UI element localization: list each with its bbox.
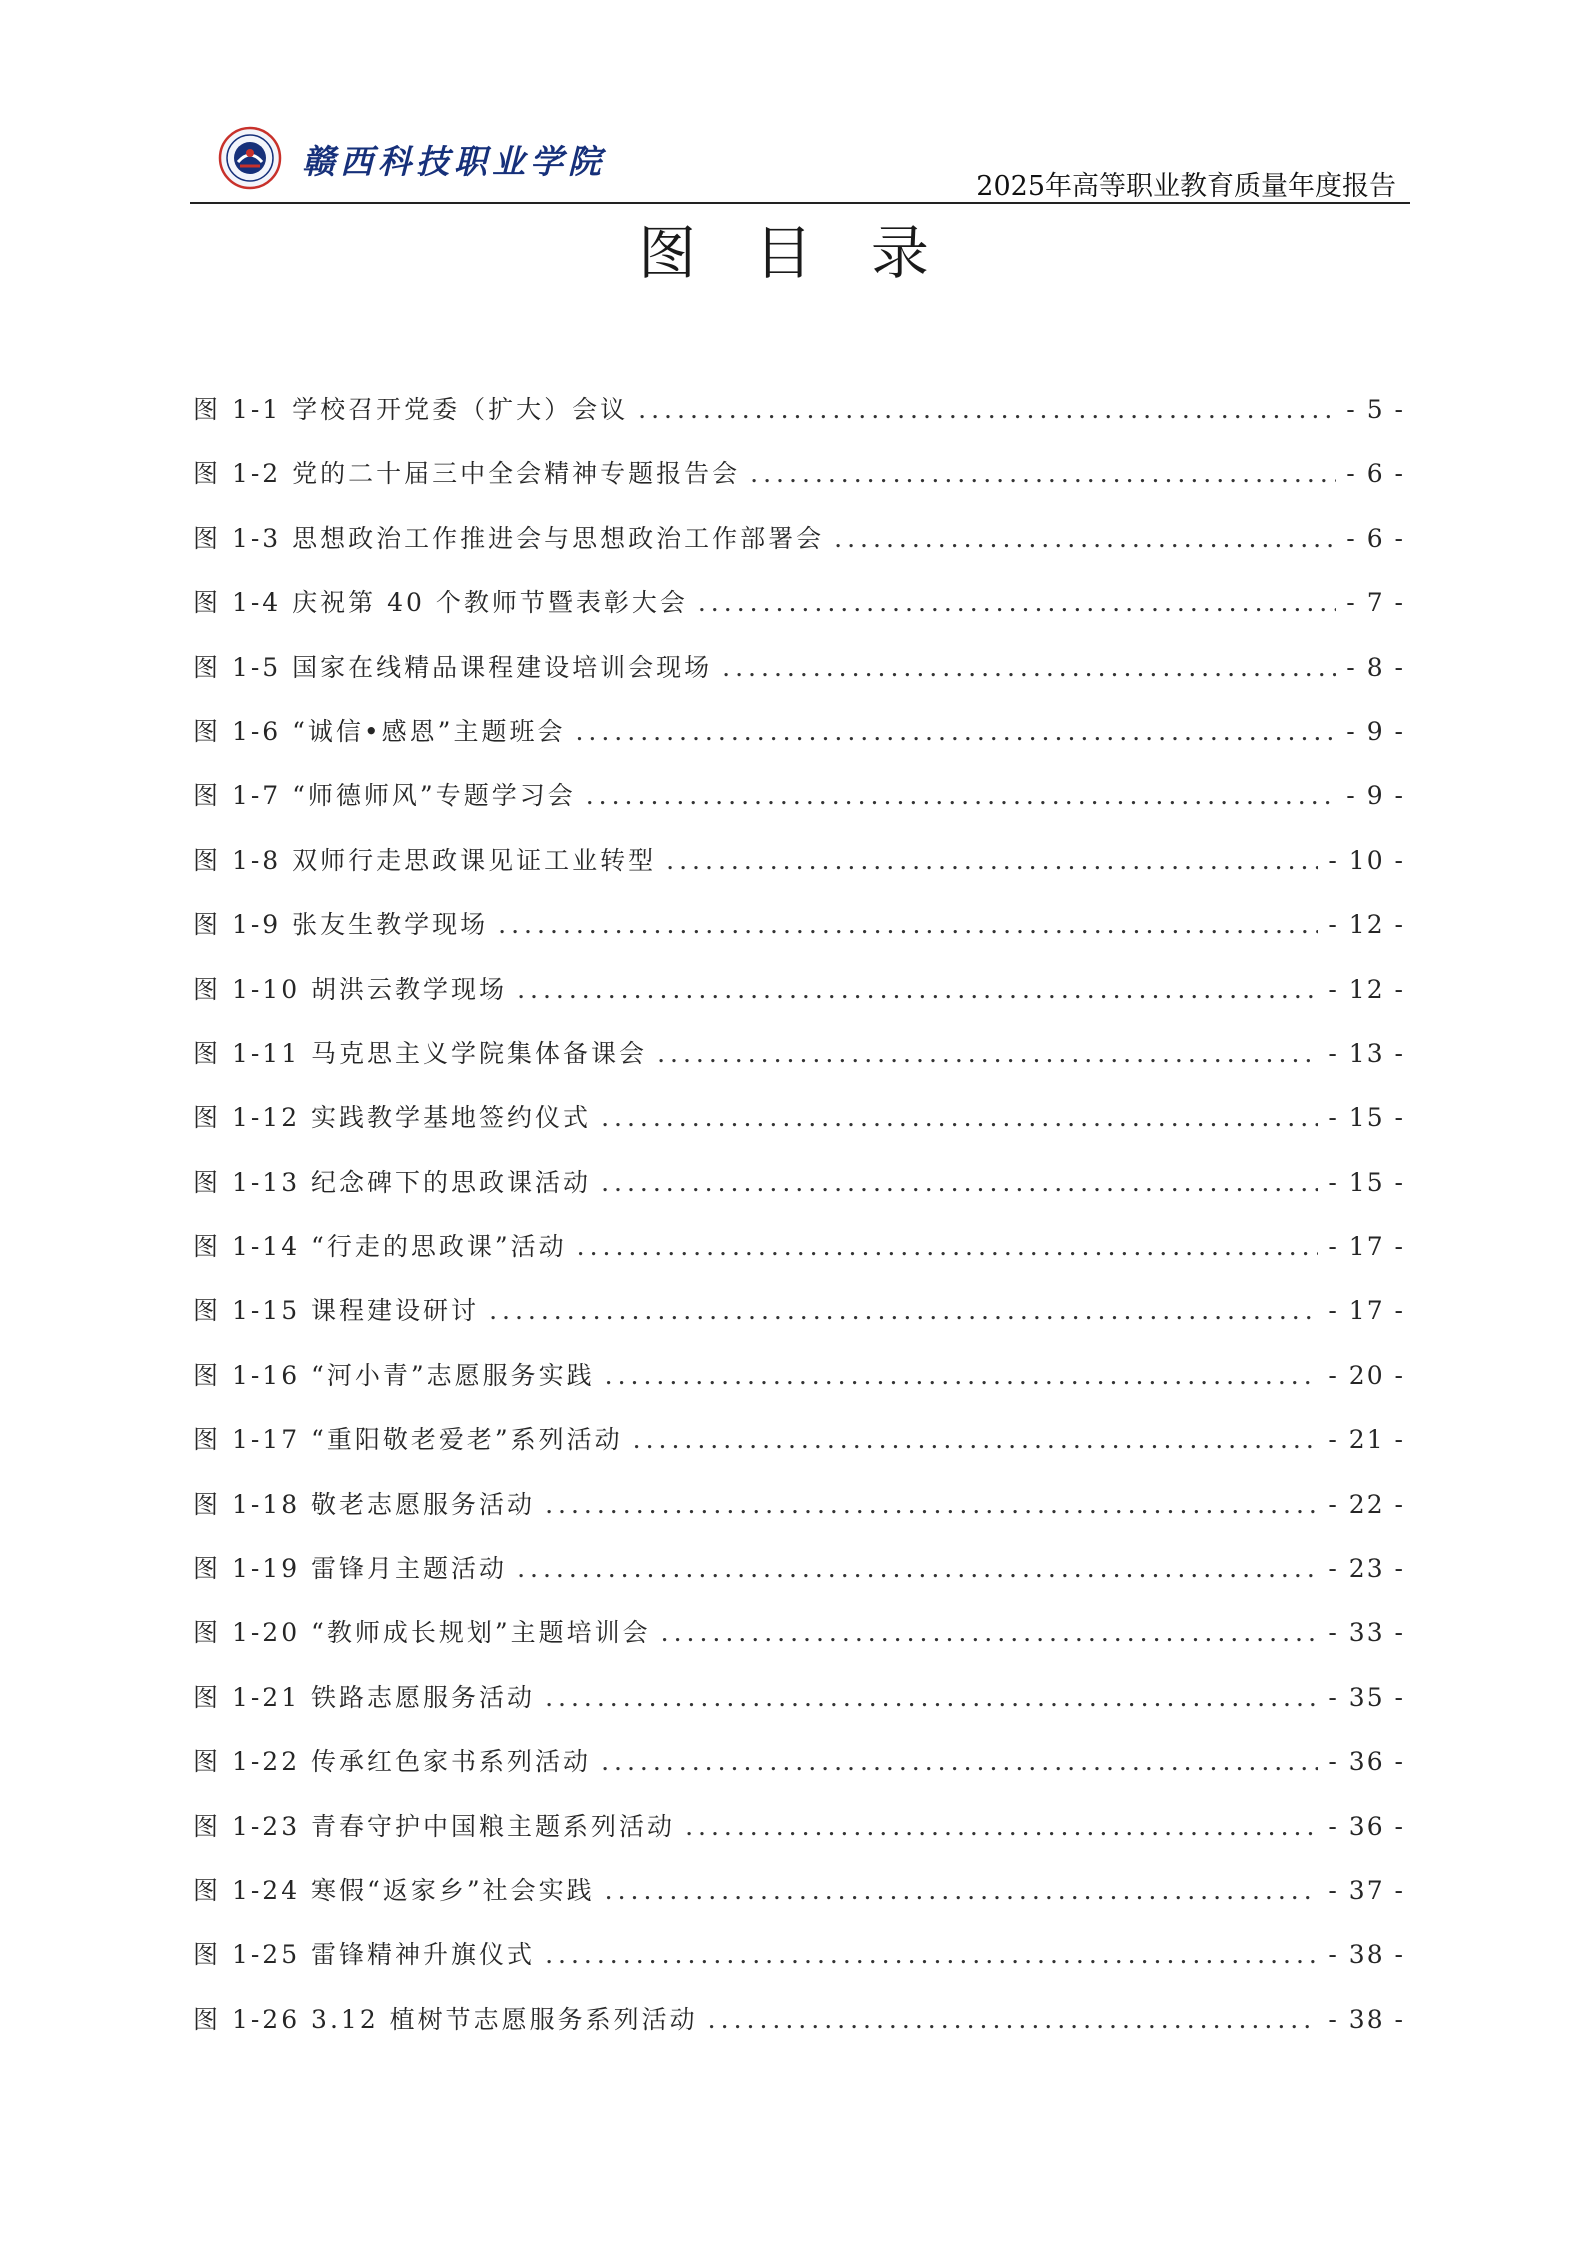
toc-entry-page-number: - 13 -	[1328, 1038, 1405, 1068]
toc-entry[interactable]	[193, 1678, 1405, 1742]
toc-entry-title: 图 1-10 胡洪云教学现场	[193, 974, 508, 1004]
toc-entry[interactable]	[193, 712, 1405, 776]
toc-entry-title: 图 1-7 “师德师风”专题学习会	[193, 781, 576, 811]
toc-entry-title: 图 1-4 庆祝第 40 个教师节暨表彰大会	[193, 588, 688, 618]
toc-entry-title: 图 1-12 实践教学基地签约仪式	[193, 1103, 592, 1133]
toc-entry[interactable]	[193, 1034, 1405, 1098]
toc-entry-title: 图 1-26 3.12 植树节志愿服务系列活动	[193, 2004, 698, 2034]
dot-leader	[517, 975, 1318, 1004]
toc-entry-page-number: - 38 -	[1328, 1940, 1405, 1970]
toc-entry-page-number: - 8 -	[1346, 652, 1405, 682]
dot-leader	[708, 2005, 1319, 2034]
toc-entry[interactable]	[193, 1807, 1405, 1871]
toc-entry[interactable]	[193, 1163, 1405, 1227]
dot-leader	[666, 846, 1318, 875]
toc-entry-title: 图 1-1 学校召开党委（扩大）会议	[193, 395, 629, 424]
toc-entry-title: 图 1-14 “行走的思政课”活动	[193, 1232, 567, 1262]
toc-entry-page-number: - 15 -	[1328, 1167, 1405, 1197]
toc-entry[interactable]	[193, 1613, 1405, 1677]
toc-entry[interactable]	[193, 583, 1405, 647]
toc-entry-title: 图 1-19 雷锋月主题活动	[193, 1554, 508, 1584]
toc-entry-title: 图 1-20 “教师成长规划”主题培训会	[193, 1618, 651, 1648]
toc-entry-page-number: - 36 -	[1328, 1811, 1405, 1841]
toc-entry-page-number: - 6 -	[1346, 459, 1405, 489]
dot-leader	[577, 1232, 1319, 1261]
toc-entry[interactable]	[193, 648, 1405, 712]
toc-entry-page-number: - 12 -	[1328, 974, 1405, 1004]
toc-entry[interactable]	[193, 1549, 1405, 1613]
toc-entry[interactable]	[193, 519, 1405, 583]
dot-leader	[722, 653, 1336, 682]
toc-entry[interactable]	[193, 1871, 1405, 1935]
toc-entry[interactable]	[193, 1098, 1405, 1162]
dot-leader	[545, 1490, 1318, 1519]
toc-entry-page-number: - 21 -	[1328, 1425, 1405, 1455]
toc-entry-page-number: - 9 -	[1346, 716, 1405, 746]
toc-entry-title: 图 1-13 纪念碑下的思政课活动	[193, 1167, 592, 1197]
dot-leader	[638, 395, 1336, 424]
toc-entry-page-number: - 17 -	[1328, 1232, 1405, 1262]
toc-entry-page-number: - 36 -	[1328, 1747, 1405, 1777]
toc-entry[interactable]	[193, 970, 1405, 1034]
dot-leader	[517, 1554, 1318, 1583]
dot-leader	[545, 1940, 1318, 1969]
toc-entry[interactable]	[193, 1485, 1405, 1549]
toc-entry-page-number: - 5 -	[1346, 395, 1405, 424]
toc-entry-title: 图 1-15 课程建设研讨	[193, 1296, 480, 1326]
toc-entry-page-number: - 20 -	[1328, 1360, 1405, 1390]
toc-entry[interactable]	[193, 2000, 1405, 2064]
school-name-logo: 赣西科技职业学院	[302, 142, 606, 181]
toc-entry[interactable]	[193, 1227, 1405, 1291]
dot-leader	[698, 588, 1336, 617]
toc-entry-title: 图 1-16 “河小青”志愿服务实践	[193, 1360, 595, 1390]
toc-entry-page-number: - 6 -	[1346, 523, 1405, 553]
toc-entry-title: 图 1-6 “诚信•感恩”主题班会	[193, 716, 566, 746]
dot-leader	[633, 1425, 1319, 1454]
toc-entry-title: 图 1-8 双师行走思政课见证工业转型	[193, 845, 657, 875]
page-title: 图 目 录	[638, 219, 949, 287]
toc-entry-page-number: - 12 -	[1328, 910, 1405, 940]
toc-entry-page-number: - 17 -	[1328, 1296, 1405, 1326]
toc-entry-page-number: - 33 -	[1328, 1618, 1405, 1648]
toc-entry-title: 图 1-9 张友生教学现场	[193, 910, 489, 940]
toc-entry-page-number: - 23 -	[1328, 1554, 1405, 1584]
toc-entry[interactable]	[193, 1420, 1405, 1484]
toc-entry[interactable]	[193, 905, 1405, 969]
toc-entry-page-number: - 15 -	[1328, 1103, 1405, 1133]
toc-entry-page-number: - 37 -	[1328, 1875, 1405, 1905]
toc-entry-title: 图 1-17 “重阳敬老爱老”系列活动	[193, 1425, 623, 1455]
dot-leader	[605, 1876, 1319, 1905]
toc-entry-page-number: - 38 -	[1328, 2004, 1405, 2034]
toc-entry[interactable]	[193, 1291, 1405, 1355]
toc-entry[interactable]	[193, 776, 1405, 840]
toc-entry-page-number: - 9 -	[1346, 781, 1405, 811]
figure-list	[193, 390, 1405, 2064]
toc-entry-title: 图 1-22 传承红色家书系列活动	[193, 1747, 592, 1777]
dot-leader	[545, 1683, 1318, 1712]
dot-leader	[685, 1812, 1318, 1841]
dot-leader	[657, 1039, 1318, 1068]
toc-entry-title: 图 1-21 铁路志愿服务活动	[193, 1682, 536, 1712]
toc-entry-title: 图 1-3 思想政治工作推进会与思想政治工作部署会	[193, 523, 825, 553]
dot-leader	[489, 1296, 1318, 1325]
toc-entry-page-number: - 10 -	[1328, 845, 1405, 875]
toc-entry-page-number: - 7 -	[1346, 588, 1405, 618]
toc-entry[interactable]	[193, 1356, 1405, 1420]
school-seal-logo	[218, 126, 282, 190]
dot-leader	[498, 910, 1318, 939]
dot-leader	[586, 781, 1337, 810]
toc-entry-title: 图 1-18 敬老志愿服务活动	[193, 1489, 536, 1519]
toc-entry-title: 图 1-25 雷锋精神升旗仪式	[193, 1940, 536, 1970]
dot-leader	[834, 524, 1336, 553]
toc-entry[interactable]	[193, 390, 1405, 454]
toc-entry-title: 图 1-24 寒假“返家乡”社会实践	[193, 1875, 595, 1905]
toc-entry-page-number: - 22 -	[1328, 1489, 1405, 1519]
toc-entry-page-number: - 35 -	[1328, 1682, 1405, 1712]
dot-leader	[601, 1103, 1318, 1132]
dot-leader	[601, 1168, 1318, 1197]
toc-entry[interactable]	[193, 841, 1405, 905]
dot-leader	[750, 459, 1336, 488]
toc-entry[interactable]	[193, 1742, 1405, 1806]
toc-entry-title: 图 1-11 马克思主义学院集体备课会	[193, 1038, 648, 1068]
toc-entry-title: 图 1-23 青春守护中国粮主题系列活动	[193, 1811, 676, 1841]
page-header	[190, 118, 1410, 202]
toc-entry[interactable]	[193, 1935, 1405, 1999]
toc-entry[interactable]	[193, 454, 1405, 518]
dot-leader	[601, 1747, 1318, 1776]
report-title: 2025年高等职业教育质量年度报告	[976, 171, 1396, 202]
dot-leader	[605, 1361, 1319, 1390]
dot-leader	[575, 717, 1336, 746]
toc-entry-title: 图 1-2 党的二十届三中全会精神专题报告会	[193, 459, 741, 489]
header-divider	[190, 202, 1410, 204]
toc-entry-title: 图 1-5 国家在线精品课程建设培训会现场	[193, 652, 713, 682]
dot-leader	[661, 1618, 1319, 1647]
